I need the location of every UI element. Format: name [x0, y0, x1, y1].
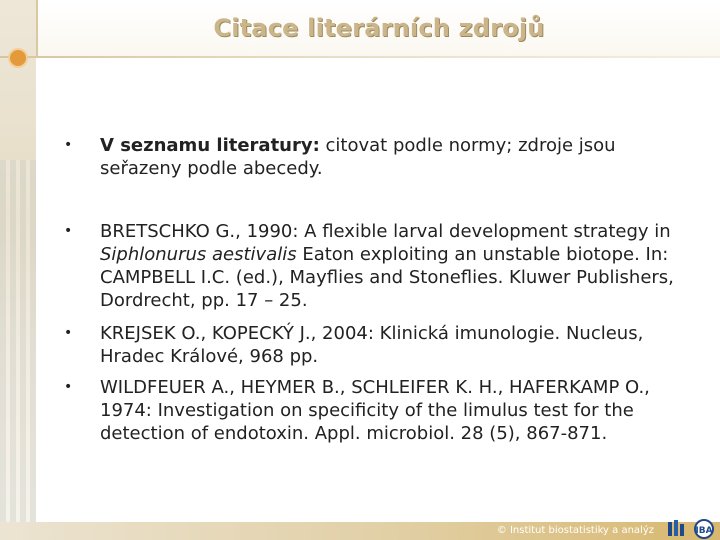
- list-item-text: WILDFEUER A., HEYMER B., SCHLEIFER K. H., HAFERKAMP O., 1974: Investigation on specificity of the limulus test for the detection of endotoxin. Appl. microbiol. 28 (5), 867-871.: [100, 377, 650, 444]
- list-item-lead: V seznamu literatury:: [100, 135, 320, 156]
- orange-dot-icon: [8, 48, 28, 68]
- iba-logo-icon: [666, 518, 716, 540]
- iba-logo-text: IBA: [695, 526, 713, 536]
- list-item-text: BRETSCHKO G., 1990: A flexible larval development strategy in Siphlonurus aestivalis Eaton exploiting an unstable biotope. In: CAMPBELL I.C. (ed.), Mayflies and Stoneflies. Kluwer Publishers, Dordrecht, pp. 17 – 25.: [100, 221, 674, 311]
- slide-title: Citace literárních zdrojů: [213, 14, 545, 42]
- bullet-icon: •: [64, 223, 73, 239]
- bullet-icon: •: [64, 137, 73, 153]
- species-name: Siphlonurus aestivalis: [100, 244, 297, 265]
- footer-copyright: © Institut biostatistiky a analýz: [496, 525, 654, 536]
- bullet-icon: •: [64, 325, 73, 341]
- list-item-text: V seznamu literatury: citovat podle normy; zdroje jsou seřazeny podle abecedy.: [100, 135, 616, 179]
- left-decor-pattern: [0, 160, 36, 540]
- list-item-text: KREJSEK O., KOPECKÝ J., 2004: Klinická imunologie. Nucleus, Hradec Králové, 968 pp.: [100, 323, 644, 367]
- header-horizontal-line: [0, 56, 720, 58]
- bullet-icon: •: [64, 379, 73, 395]
